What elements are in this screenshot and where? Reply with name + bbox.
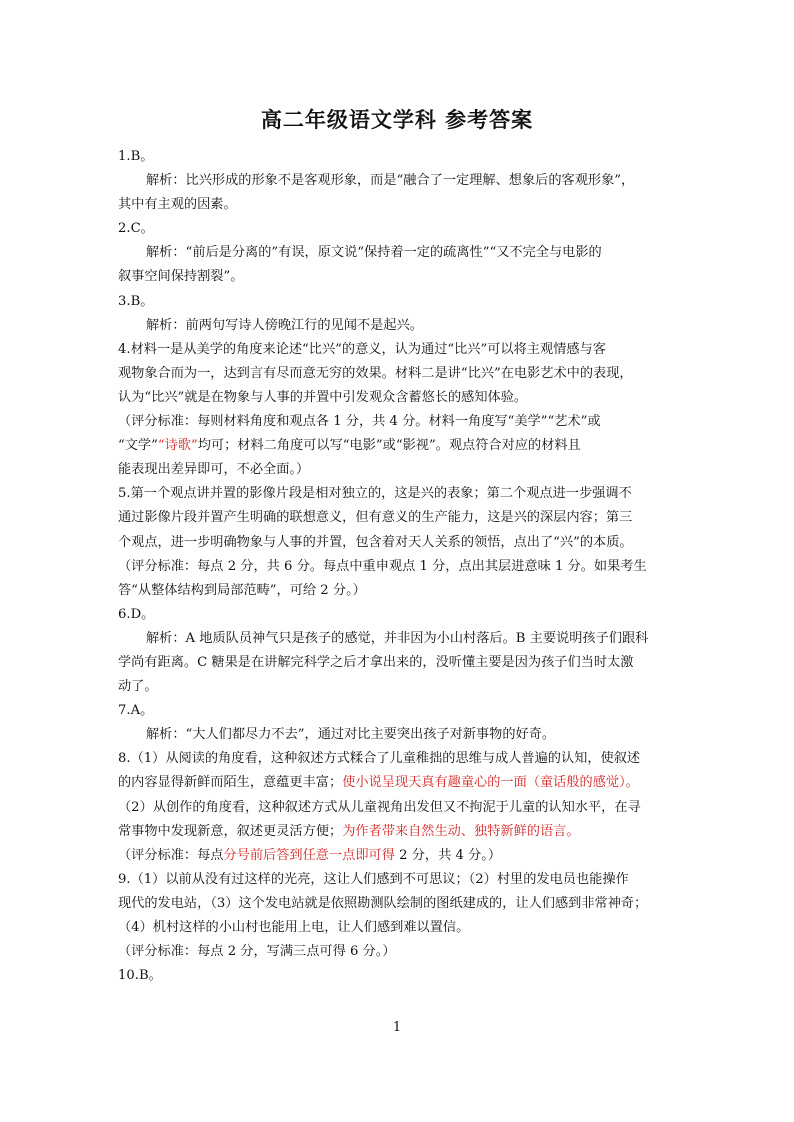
text-segment: 9.（1）以前从没有过这样的光亮，这让人们感到不可思议；（2）村里的发电员也能操作	[118, 871, 629, 887]
text-line	[118, 651, 684, 675]
text-line	[118, 314, 684, 338]
text-segment: 学尚有距离。C 糖果是在讲解完科学之后才拿出来的，没听懂主要是因为孩子们当时太激	[118, 654, 634, 670]
text-segment: 叙事空间保持割裂”。	[118, 269, 244, 285]
text-segment: 均可；材料二角度可以写“电影”或“影视”。观点符合对应的材料且	[197, 438, 581, 454]
text-segment: 认为“比兴”就是在物象与人事的并置中引发观众含蓄悠长的感知体验。	[118, 389, 528, 405]
text-segment: 能表现出差异即可，不必全面。）	[118, 462, 310, 478]
text-segment: 3.B。	[118, 293, 154, 309]
highlighted-text: “诗歌”	[157, 438, 198, 454]
text-line	[118, 940, 684, 964]
text-line	[118, 145, 684, 169]
text-segment: 动了。	[118, 679, 158, 695]
text-line	[118, 675, 684, 699]
text-line	[118, 699, 684, 723]
page-number: 1	[392, 1020, 402, 1035]
text-segment: （评分标准：每点 2 分，写满三点可得 6 分。）	[118, 944, 396, 960]
text-line	[118, 241, 684, 265]
text-segment: 8.（1）从阅读的角度看，这种叙述方式糅合了儿童稚拙的思维与成人普遍的认知，使叙述	[118, 751, 641, 767]
text-line	[118, 506, 684, 530]
text-line	[118, 482, 684, 506]
text-line	[118, 290, 684, 314]
text-segment: 解析：A 地质队员神气只是孩子的感觉，并非因为小山村落后。B 主要说明孩子们跟科	[146, 630, 649, 646]
text-segment: 观物象合而为一，达到言有尽而意无穷的效果。材料二是讲“比兴”在电影艺术中的表现，	[118, 365, 633, 381]
text-line	[118, 603, 684, 627]
highlighted-text: 为作者带来自然生动、独特新鲜的语言。	[342, 823, 580, 839]
text-segment: （4）机村这样的小山村也能用上电，让人们感到难以置信。	[118, 920, 470, 935]
text-line	[118, 892, 684, 916]
highlighted-text: 使小说呈现天真有趣童心的一面（童话般的感觉）。	[342, 775, 639, 791]
text-line	[118, 844, 684, 868]
text-segment: 其中有主观的因素。	[118, 197, 237, 213]
text-line	[118, 747, 684, 771]
text-line	[118, 193, 684, 217]
text-segment: 解析：“前后是分离的”有误，原文说“保持着一定的疏离性”“又不完全与电影的	[146, 245, 602, 261]
text-segment: 6.D。	[118, 606, 155, 622]
text-line	[118, 338, 684, 362]
highlighted-text: 分号前后答到任意一点即可得	[223, 847, 395, 863]
text-segment: 常事物中发现新意，叙述更灵活方便；	[118, 823, 343, 839]
text-line	[118, 458, 684, 482]
text-line	[118, 362, 684, 386]
text-segment: 通过影像片段并置产生明确的联想意义，但有意义的生产能力，这是兴的深层内容；第三	[118, 510, 633, 526]
answer-content	[118, 145, 684, 988]
text-segment: 的内容显得新鲜而陌生，意蕴更丰富；	[118, 775, 343, 791]
text-segment: “文学”	[118, 438, 158, 454]
text-segment: （评分标准：每则材料角度和观点各 1 分，共 4 分。材料一角度写“美学”“艺术”或	[118, 414, 601, 430]
text-line	[118, 265, 684, 289]
text-segment: 5.第一个观点讲并置的影像片段是相对独立的，这是兴的表象；第二个观点进一步强调不	[118, 486, 632, 502]
text-line	[118, 796, 684, 820]
text-line	[118, 169, 684, 193]
text-segment: 个观点，进一步明确物象与人事的并置，包含着对天人关系的领悟，点出了“兴”的本质。	[118, 534, 633, 550]
text-line	[118, 579, 684, 603]
text-segment: 2 分，共 4 分。）	[394, 847, 502, 863]
text-line	[118, 531, 684, 555]
text-segment: 答“从整体结构到局部范畴”，可给 2 分。）	[118, 582, 366, 598]
text-line	[118, 627, 684, 651]
text-line	[118, 217, 684, 241]
page-title: 高二年级语文学科 参考答案	[260, 108, 534, 132]
text-segment: 现代的发电站，（3）这个发电站就是依照勘测队绘制的图纸建成的，让人们感到非常神奇；	[118, 895, 648, 911]
text-line	[118, 386, 684, 410]
text-line	[118, 771, 684, 795]
text-segment: 2.C。	[118, 221, 154, 237]
text-segment: （评分标准：每点	[118, 847, 224, 863]
text-line	[118, 434, 684, 458]
text-line	[118, 555, 684, 579]
text-segment: 1.B。	[118, 149, 154, 164]
text-segment: 4.材料一是从美学的角度来论述“比兴”的意义，认为通过“比兴”可以将主观情感与客	[118, 341, 606, 357]
text-segment: 解析：前两句写诗人傍晚江行的见闻不是起兴。	[146, 317, 423, 333]
text-segment: 10.B。	[118, 968, 162, 984]
text-segment: 7.A。	[118, 703, 154, 719]
text-line	[118, 868, 684, 892]
text-line	[118, 916, 684, 940]
text-line	[118, 723, 684, 747]
text-line	[118, 820, 684, 844]
text-segment: （2）从创作的角度看，这种叙述方式从儿童视角出发但又不拘泥于儿童的认知水平，在寻	[118, 799, 641, 815]
text-line	[118, 964, 684, 988]
text-line	[118, 410, 684, 434]
text-segment: （评分标准：每点 2 分，共 6 分。每点中重申观点 1 分，点出其层进意味 1 分。如果考生	[118, 558, 647, 574]
text-segment: 解析：“大人们都尽力不去”，通过对比主要突出孩子对新事物的好奇。	[146, 727, 556, 743]
text-segment: 解析：比兴形成的形象不是客观形象，而是“融合了一定理解、想象后的客观形象”，	[146, 173, 635, 189]
